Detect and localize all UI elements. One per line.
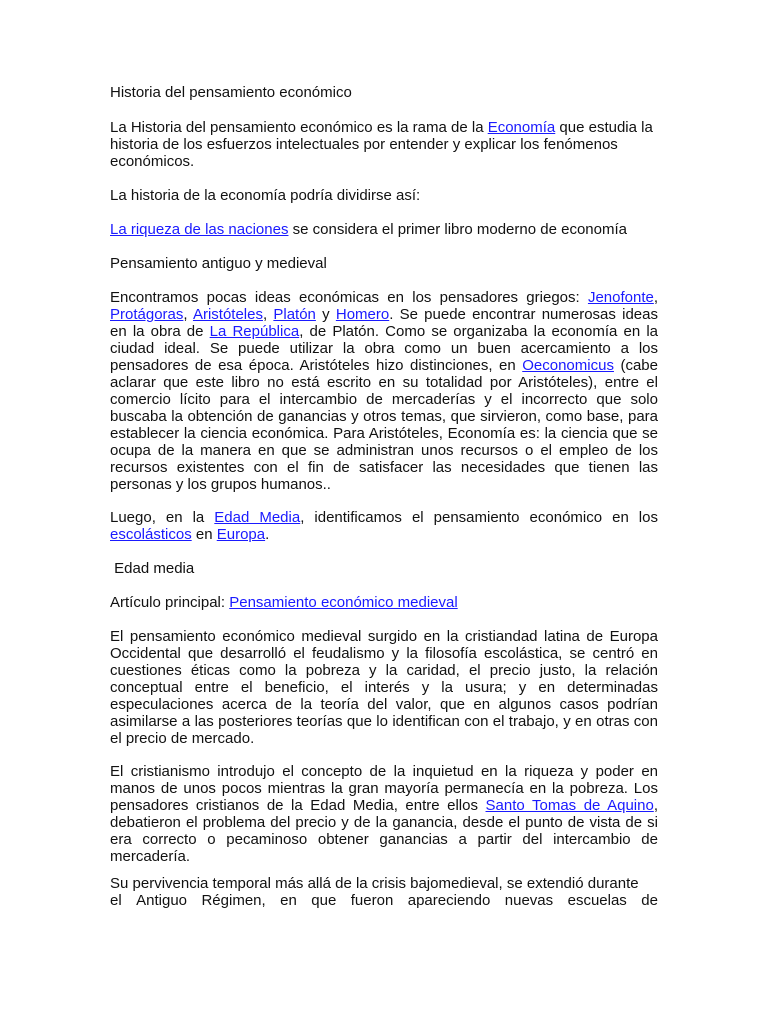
cristianismo-paragraph: El cristianismo introdujo el concepto de la inquietud en la riqueza y poder en manos de unos pocos mientras la gran mayoría permanecía en la pobreza. Los pensadores cristianos de la Edad Media, entre ellos Santo Tomas de Aquino, debatieron el problema del precio y de la ganancia, desde el punto de vista de si era correcto o pecaminoso obtener ganancias a partir del intercambio de mercadería. [110, 763, 658, 865]
link-europa[interactable]: Europa [216, 526, 266, 543]
link-protagoras[interactable]: Protágoras [110, 306, 184, 323]
link-oeconomicus[interactable]: Oeconomicus [522, 357, 614, 374]
intro-paragraph: La Historia del pensamiento económico es la rama de la Economía que estudia la historia de los esfuerzos intelectuales por entender y explicar los fenómenos económicos. [110, 119, 653, 170]
medieval-paragraph: El pensamiento económico medieval surgido en la cristiandad latina de Europa Occidental que desarrolló el feudalismo y la filosofía escolástica, se centró en cuestiones éticas como la pobreza y la caridad, el precio justo, la relación conceptual entre el beneficio, el interés y la usura; y en determinadas especulaciones acerca de la teoría del valor, que en algunos casos podrían asimilarse a las posteriores teorías que lo identifican con el trabajo, y en otras con el precio de mercado. [110, 628, 658, 747]
luego-paragraph: Luego, en la Edad Media, identificamos el pensamiento económico en los escolásticos en Europa. [110, 509, 658, 543]
link-riqueza-naciones[interactable]: La riqueza de las naciones [110, 221, 289, 238]
pervivencia-line-1: Su pervivencia temporal más allá de la crisis bajomedieval, se extendió durante [110, 875, 639, 892]
document-title: Historia del pensamiento económico [110, 84, 352, 101]
link-escolasticos[interactable]: escolásticos [110, 526, 192, 543]
heading-edad-media: Edad media [110, 560, 195, 577]
division-paragraph: La historia de la economía podría dividirse así: [110, 187, 421, 204]
riqueza-paragraph: La riqueza de las naciones se considera el primer libro moderno de economía [110, 221, 627, 238]
link-edad-media[interactable]: Edad Media [214, 509, 301, 526]
pervivencia-line-2: el Antiguo Régimen, en que fueron apareciendo nuevas escuelas de [110, 892, 658, 909]
link-homero[interactable]: Homero [335, 306, 390, 323]
link-economia[interactable]: Economía [487, 119, 556, 136]
document-body [110, 84, 658, 882]
heading-antiguo-medieval: Pensamiento antiguo y medieval [110, 255, 327, 272]
pervivencia-paragraph [110, 875, 658, 909]
griegos-paragraph: Encontramos pocas ideas económicas en los pensadores griegos: Jenofonte, Protágoras, Aristóteles, Platón y Homero. Se puede encontrar numerosas ideas en la obra de La República, de Platón. Como se organizaba la economía en la ciudad ideal. Se puede utilizar la obra como un buen acercamiento a los pensadores de esa época. Aristóteles hizo distinciones, en Oeconomicus (cabe aclarar que este libro no está escrito en su totalidad por Aristóteles), entre el comercio lícito para el intercambio de mercaderías y el incorrecto que solo buscaba la obtención de ganancias y otros temas, que sirvieron, como base, para establecer la ciencia económica. Para Aristóteles, Economía es: la ciencia que se ocupa de la manera en que se administran unos recursos o el empleo de los recursos existentes con el fin de satisfacer las necesidades que tienen las personas y los grupos humanos.. [110, 289, 659, 493]
link-jenofonte[interactable]: Jenofonte [587, 289, 654, 306]
link-pensamiento-medieval[interactable]: Pensamiento económico medieval [229, 594, 458, 611]
link-santo-tomas-aquino[interactable]: Santo Tomas de Aquino [485, 797, 654, 814]
link-aristoteles[interactable]: Aristóteles [192, 306, 263, 323]
articulo-principal: Artículo principal: Pensamiento económico medieval [110, 594, 458, 611]
link-la-republica[interactable]: La República [209, 323, 300, 340]
link-platon[interactable]: Platón [273, 306, 316, 323]
